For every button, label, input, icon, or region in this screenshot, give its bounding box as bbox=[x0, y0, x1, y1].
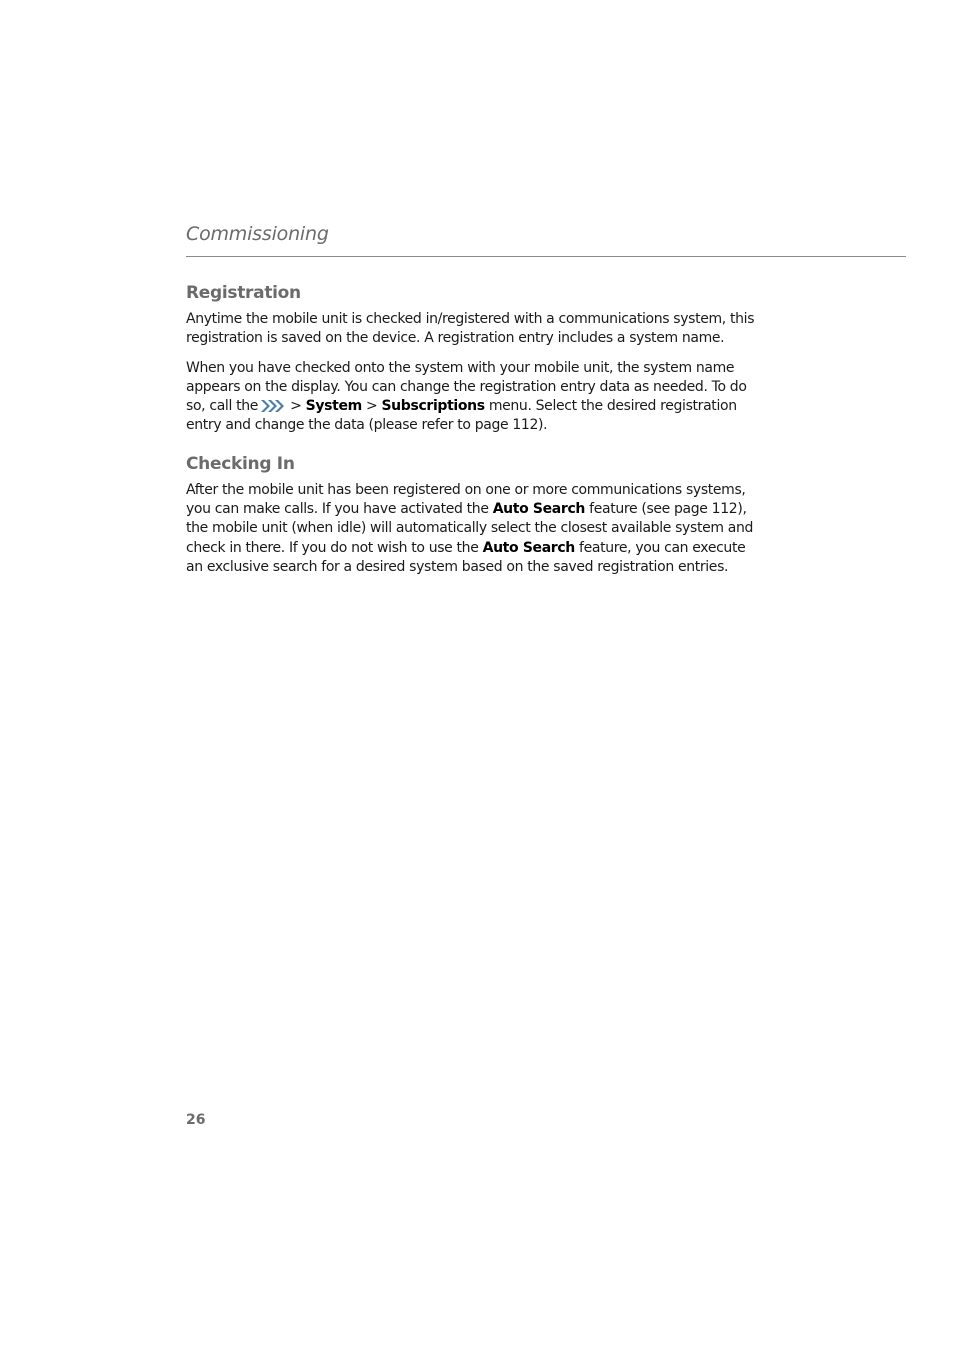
registration-text-1: When you have checked onto the system with your mobile unit, the system name appears on the display. You can change the registration entry data as needed. To do so, call the bbox=[186, 359, 747, 415]
checking-in-text-3: feature, you can execute an exclusive search for a desired system based on the saved registration entries. bbox=[186, 539, 746, 575]
auto-search-term-2: Auto Search bbox=[482, 539, 575, 556]
triple-chevron-menu-icon bbox=[260, 399, 284, 413]
menu-system: System bbox=[305, 398, 362, 415]
page-content bbox=[186, 283, 761, 587]
menu-separator-1: > bbox=[286, 398, 306, 415]
checking-in-heading: Checking In bbox=[186, 453, 295, 474]
registration-text-2: menu. Select the desired registration entry and change the data (please refer to page 112). bbox=[186, 398, 737, 434]
registration-heading: Registration bbox=[186, 283, 301, 303]
checking-in-paragraph bbox=[186, 481, 761, 577]
registration-paragraph-2 bbox=[186, 359, 761, 436]
menu-separator-2: > bbox=[361, 398, 382, 415]
registration-paragraph-1: Anytime the mobile unit is checked in/registered with a communications system, this registration is saved on the device. A registration entry includes a system name. bbox=[186, 311, 755, 347]
checking-in-text-2: feature (see page 112), the mobile unit (when idle) will automatically select the closest available system and check in there. If you do not wish to use the bbox=[186, 501, 754, 556]
header-rule bbox=[186, 256, 906, 257]
auto-search-term-1: Auto Search bbox=[492, 501, 586, 518]
menu-subscriptions: Subscriptions bbox=[381, 398, 485, 415]
checking-in-text-1: After the mobile unit has been registered on one or more communications systems, you can make calls. If you have activated the bbox=[186, 481, 746, 518]
running-header: Commissioning bbox=[186, 223, 329, 245]
page-number: 26 bbox=[186, 1112, 206, 1128]
